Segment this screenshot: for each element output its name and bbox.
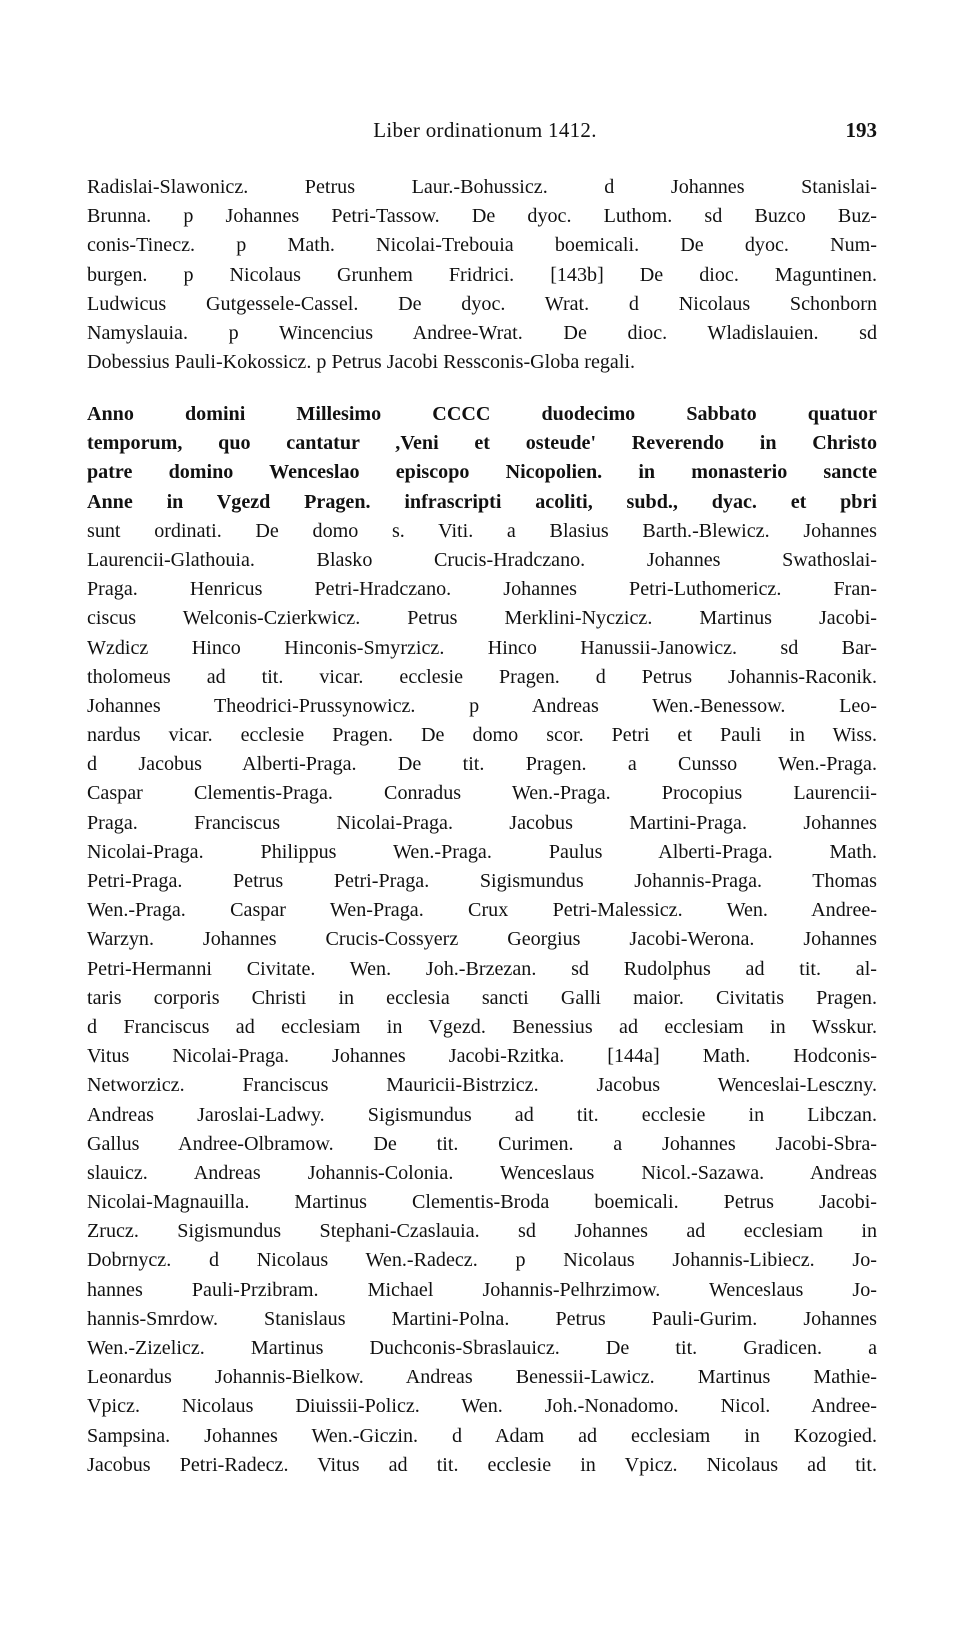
text-line: tholomeus ad tit. vicar. ecclesie Pragen. d Petrus Johannis-Raconik.: [87, 665, 877, 688]
text-line: sunt ordinati. De domo s. Viti. a Blasius Barth.-Blewicz. Johannes: [87, 519, 877, 542]
text-line: Sampsina. Johannes Wen.-Giczin. d Adam ad ecclesiam in Kozogied.: [87, 1424, 877, 1447]
text-line: Namyslauia. p Wincencius Andree-Wrat. De dioc. Wladislauien. sd: [87, 321, 877, 344]
text-line: Wen.-Zizelicz. Martinus Duchconis-Sbraslauicz. De tit. Gradicen. a: [87, 1337, 877, 1359]
text-line: Jacobus Petri-Radecz. Vitus ad tit. ecclesie in Vpicz. Nicolaus ad tit.: [87, 1453, 877, 1476]
page-number: 193: [845, 118, 877, 142]
text-line: burgen. p Nicolaus Grunhem Fridrici. [143b] De dioc. Maguntinen.: [87, 263, 877, 286]
text-line: d Jacobus Alberti-Praga. De tit. Pragen. a Cunsso Wen.-Praga.: [87, 753, 877, 776]
text-line: Wen.-Praga. Caspar Wen-Praga. Crux Petri-Malessicz. Wen. Andree-: [87, 899, 877, 922]
text-line: Leonardus Johannis-Bielkow. Andreas Benessii-Lawicz. Martinus Mathie-: [87, 1366, 877, 1389]
text-line: hannes Pauli-Przibram. Michael Johannis-Pelhrzimow. Wenceslaus Jo-: [87, 1278, 877, 1301]
text-line: patre domino Wenceslao episcopo Nicopolien. in monasterio sancte: [87, 461, 877, 484]
text-line: Nicolai-Magnauilla. Martinus Clementis-Broda boemicali. Petrus Jacobi-: [87, 1191, 877, 1214]
text-line: Zrucz. Sigismundus Stephani-Czaslauia. sd Johannes ad ecclesiam in: [87, 1220, 877, 1243]
text-line: nardus vicar. ecclesie Pragen. De domo scor. Petri et Pauli in Wiss.: [87, 724, 877, 747]
text-line: Warzyn. Johannes Crucis-Cossyerz Georgius Jacobi-Werona. Johannes: [87, 928, 877, 951]
text-line: Johannes Theodrici-Prussynowicz. p Andreas Wen.-Benessow. Leo-: [87, 694, 877, 717]
text-line: Ludwicus Gutgessele-Cassel. De dyoc. Wrat. d Nicolaus Schonborn: [87, 292, 877, 315]
text-line: Dobessius Pauli-Kokossicz. p Petrus Jacobi Ressconis-Globa regali.: [87, 351, 636, 374]
text-line: Vitus Nicolai-Praga. Johannes Jacobi-Rzitka. [144a] Math. Hodconis-: [87, 1045, 877, 1068]
text-line: Vpicz. Nicolaus Diuissii-Policz. Wen. Joh.-Nonadomo. Nicol. Andree-: [87, 1395, 877, 1418]
text-line: d Franciscus ad ecclesiam in Vgezd. Benessius ad ecclesiam in Wsskur.: [87, 1015, 877, 1038]
text-line: Praga. Henricus Petri-Hradczano. Johannes Petri-Luthomericz. Fran-: [87, 578, 877, 601]
paragraph-1: [87, 173, 877, 377]
text-line: Wzdicz Hinco Hinconis-Smyrzicz. Hinco Hanussii-Janowicz. sd Bar-: [87, 636, 877, 659]
text-line: hannis-Smrdow. Stanislaus Martini-Polna. Petrus Pauli-Gurim. Johannes: [87, 1307, 877, 1330]
text-line: Radislai-Slawonicz. Petrus Laur.-Bohussicz. d Johannes Stanislai-: [87, 176, 877, 198]
text-line: conis-Tinecz. p Math. Nicolai-Trebouia boemicali. De dyoc. Num-: [87, 234, 877, 257]
text-line: temporum, quo cantatur ,Veni et osteude' Reverendo in Christo: [87, 432, 877, 455]
text-line: Laurencii-Glathouia. Blasko Crucis-Hradczano. Johannes Swathoslai-: [87, 548, 877, 571]
text-line: ciscus Welconis-Czierkwicz. Petrus Merklini-Nyczicz. Martinus Jacobi-: [87, 607, 877, 630]
text-line: Anne in Vgezd Pragen. infrascripti acoliti, subd., dyac. et pbri: [87, 490, 877, 513]
text-line: Praga. Franciscus Nicolai-Praga. Jacobus Martini-Praga. Johannes: [87, 811, 877, 834]
text-line: Petri-Praga. Petrus Petri-Praga. Sigismundus Johannis-Praga. Thomas: [87, 870, 877, 892]
text-line: Gallus Andree-Olbramow. De tit. Curimen. a Johannes Jacobi-Sbra-: [87, 1132, 877, 1155]
text-line: slauicz. Andreas Johannis-Colonia. Wenceslaus Nicol.-Sazawa. Andreas: [87, 1161, 877, 1184]
running-header: [87, 118, 883, 148]
running-title: Liber ordinationum 1412.: [373, 118, 597, 142]
text-line: taris corporis Christi in ecclesia sancti Galli maior. Civitatis Pragen.: [87, 986, 877, 1009]
paragraph-2: [87, 400, 877, 1480]
text-line: Caspar Clementis-Praga. Conradus Wen.-Praga. Procopius Laurencii-: [87, 782, 877, 805]
text-line: Petri-Hermanni Civitate. Wen. Joh.-Brzezan. sd Rudolphus ad tit. al-: [87, 957, 877, 980]
text-line: Nicolai-Praga. Philippus Wen.-Praga. Paulus Alberti-Praga. Math.: [87, 840, 877, 863]
text-line: Brunna. p Johannes Petri-Tassow. De dyoc. Luthom. sd Buzco Buz-: [87, 205, 877, 228]
text-line: Dobrnycz. d Nicolaus Wen.-Radecz. p Nicolaus Johannis-Libiecz. Jo-: [87, 1249, 877, 1272]
text-line: Networzicz. Franciscus Mauricii-Bistrzicz. Jacobus Wenceslai-Lesczny.: [87, 1074, 877, 1097]
text-line: Anno domini Millesimo CCCC duodecimo Sabbato quatuor: [87, 403, 877, 425]
text-line: Andreas Jaroslai-Ladwy. Sigismundus ad tit. ecclesie in Libczan.: [87, 1103, 877, 1126]
